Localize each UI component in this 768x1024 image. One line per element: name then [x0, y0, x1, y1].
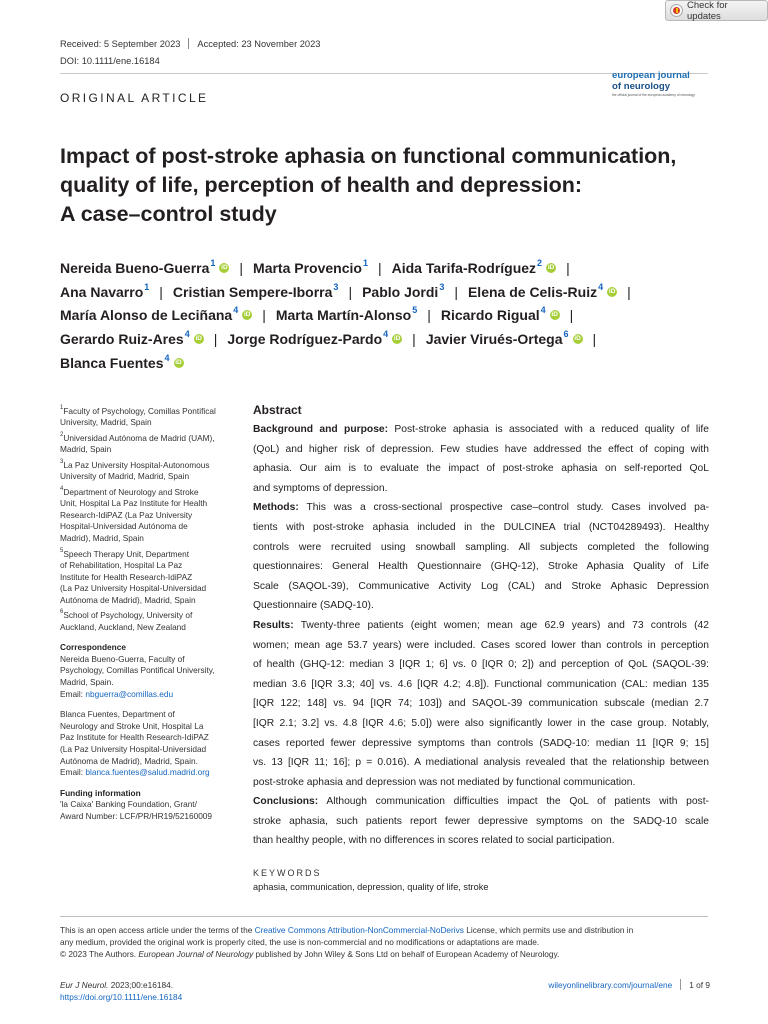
author-name[interactable]: [425, 328, 583, 347]
author-name[interactable]: [60, 307, 252, 323]
affiliation-item: [60, 485, 236, 545]
keywords-list: aphasia, communication, depression, quality of life, stroke: [253, 882, 489, 892]
article-doi: DOI: 10.1111/ene.16184: [60, 56, 160, 66]
author-separator: |: [213, 330, 218, 347]
author-text: Marta Martín-Alonso: [275, 307, 412, 324]
license-line: [60, 924, 710, 936]
correspondence-line: (La Paz University Hospital-Universidad: [60, 744, 207, 755]
journal-logo-line1: european journal: [612, 70, 690, 81]
license-text: License, which permits use and distribution in: [463, 925, 634, 935]
affiliation-sup[interactable]: 4: [598, 281, 604, 292]
correspondence-line: Nereida Bueno-Guerra, Faculty of: [60, 653, 185, 664]
correspondence-line: Paz Institute for Health Research-IdiPAZ: [60, 732, 209, 743]
affiliation-line: Unit, Hospital La Paz Institute for Health: [60, 498, 208, 509]
author-line: [60, 351, 710, 375]
abstract-text: Post-stroke aphasia is associated with a reduced quality of life: [388, 424, 709, 435]
affiliation-text: Universidad Autónoma de Madrid (UAM),: [63, 432, 215, 443]
author-text: Blanca Fuentes: [60, 354, 164, 371]
affiliation-number: 3: [60, 458, 64, 465]
author-name[interactable]: [60, 352, 184, 371]
crossmark-icon: [670, 4, 683, 17]
email-link[interactable]: nbguerra@comillas.edu: [85, 688, 174, 699]
page-number: 1 of 9: [689, 979, 710, 990]
article-type: ORIGINAL ARTICLE: [60, 91, 209, 105]
author-separator: |: [627, 283, 631, 300]
correspondence-email-row: [60, 767, 236, 779]
affiliation-sup[interactable]: 4: [540, 305, 546, 316]
abstract-section-label: Results:: [253, 619, 294, 631]
affiliation-line: (La Paz University Hospital-Universidad: [60, 583, 207, 594]
affiliation-line: [60, 458, 236, 471]
author-name[interactable]: [172, 281, 339, 300]
journal-logo[interactable]: [612, 70, 712, 97]
article-title: [60, 142, 710, 229]
doi-link[interactable]: https://doi.org/10.1111/ene.16184: [60, 992, 183, 1002]
license-notice: [60, 924, 710, 960]
affiliation-text: Faculty of Psychology, Comillas Pontifical: [63, 405, 216, 416]
author-line: [60, 280, 710, 304]
author-text: Pablo Jordi: [362, 283, 439, 300]
orcid-icon[interactable]: iD: [195, 334, 202, 342]
orcid-icon[interactable]: iD: [393, 334, 401, 342]
affiliation-item: [60, 431, 236, 456]
author-separator: |: [427, 307, 431, 324]
creative-commons-link[interactable]: Creative Commons Attribution-NonCommercial-NoDerivs: [254, 925, 464, 935]
affiliation-sup[interactable]: 2: [537, 257, 543, 268]
license-text: © 2023 The Authors.: [60, 949, 139, 959]
license-text: This is an open access article under the terms of the: [60, 925, 255, 935]
journal-logo-line2: of neurology: [612, 81, 671, 92]
affiliation-line: [60, 431, 236, 444]
abstract-line: tients with post-stroke aphasia included in the DULCINEA trial (NCT04289493). Healthy: [253, 521, 709, 533]
affiliation-line: of Rehabilitation, Hospital La Paz: [60, 559, 183, 570]
footer-divider: [680, 979, 681, 990]
author-name[interactable]: [60, 257, 229, 276]
affiliation-sup[interactable]: 3: [439, 281, 445, 292]
author-text: Aida Tarifa-Rodríguez: [391, 259, 537, 276]
title-line: quality of life, perception of health and depression:: [60, 173, 583, 197]
affiliation-line: Madrid, Spain: [60, 444, 112, 455]
license-divider: [60, 916, 708, 917]
author-separator: |: [566, 259, 570, 276]
affiliation-number: 4: [60, 485, 64, 492]
affiliation-line: Research-IdiPAZ (La Paz University: [60, 509, 193, 520]
abstract-line: Scale (SAQOL-39), Communicative Activity Log (CAL) and Stroke Aphasic Depression: [253, 580, 709, 592]
author-name[interactable]: [227, 328, 402, 347]
affiliation-text: School of Psychology, University of: [63, 610, 193, 621]
correspondence-line: Blanca Fuentes, Department of: [60, 709, 175, 720]
abstract-line: cases reported fewer depressive symptoms than controls (SADQ-10: median 11 [IQR 9; 15]: [253, 737, 709, 749]
affiliation-sup[interactable]: 4: [383, 328, 389, 339]
correspondence-heading: Correspondence: [60, 642, 126, 653]
abstract-line: [253, 420, 709, 440]
author-separator: |: [412, 330, 416, 347]
abstract-line: controls were recruited using snowball sampling. All subjects completed the following: [253, 541, 709, 553]
abstract-line: [253, 792, 709, 812]
author-separator: |: [159, 283, 163, 300]
affiliation-number: 1: [60, 405, 64, 411]
abstract-line: median 3.6 [IQR 3.3; 40] vs. 4.6 [IQR 4.2; 4.8]). Functional communication (CAL: median 135: [253, 678, 709, 690]
affiliation-line: University, Madrid, Spain: [60, 417, 152, 428]
affiliation-text: Department of Neurology and Stroke: [63, 486, 199, 497]
abstract: [253, 403, 709, 851]
affiliation-sup[interactable]: 4: [233, 305, 239, 316]
correspondence-line: Autónoma de Madrid), Madrid, Spain.: [60, 755, 198, 766]
affiliation-line: Institute for Health Research-IdiPAZ: [60, 571, 193, 582]
orcid-icon[interactable]: iD: [243, 311, 251, 319]
correspondence-section: [60, 642, 236, 700]
abstract-conclusions: [253, 792, 709, 851]
funding-section: [60, 788, 236, 823]
affiliation-line: [60, 608, 236, 621]
author-text: María Alonso de Leciñana: [60, 307, 233, 324]
affiliation-line: Madrid), Madrid, Spain: [60, 533, 144, 543]
abstract-section-label: Methods:: [253, 502, 299, 514]
check-for-updates-label: Check for updates: [687, 0, 728, 22]
author-text: Elena de Celis-Ruiz: [467, 283, 598, 300]
article-dates: [60, 38, 320, 49]
affiliation-sup[interactable]: 6: [563, 328, 569, 339]
abstract-line: (QoL) and higher risk of depression. Few studies have addressed the effect of coping with: [253, 443, 709, 455]
affiliation-line: Auckland, Auckland, New Zealand: [60, 621, 186, 632]
abstract-text: This was a cross-sectional prospective case–control study. Cases involved pa-: [298, 502, 709, 514]
abstract-line: [253, 616, 709, 636]
affiliation-sup[interactable]: 5: [412, 305, 418, 316]
author-line: [60, 327, 710, 351]
author-text: Marta Provencio: [253, 259, 362, 276]
citation-details: 2023;00:e16184.: [108, 980, 174, 990]
correspondence-line: Psychology, Comillas Pontifical University,: [60, 665, 215, 676]
check-for-updates-button[interactable]: [665, 0, 768, 21]
correspondence-line: Neurology and Stroke Unit, Hospital La: [60, 720, 204, 731]
affiliation-sup[interactable]: 4: [164, 352, 170, 363]
correspondence-email-row: [60, 689, 236, 701]
affiliation-line: Autónoma de Madrid), Madrid, Spain: [60, 594, 196, 605]
abstract-section-label: Background and purpose:: [253, 424, 389, 435]
accepted-date: Accepted: 23 November 2023: [197, 38, 321, 49]
orcid-icon[interactable]: iD: [608, 287, 616, 295]
author-name[interactable]: [253, 257, 368, 276]
abstract-background: [253, 420, 709, 498]
correspondence-section-2: [60, 709, 236, 779]
affiliation-number: 6: [60, 609, 64, 616]
author-separator: |: [569, 307, 574, 324]
author-separator: |: [348, 283, 353, 300]
author-text: Javier Virués-Ortega: [425, 330, 563, 347]
affiliation-line: [60, 547, 236, 560]
abstract-text: Twenty-three patients (eight women; mean age 62.9 years) and 73 controls (42: [293, 619, 709, 631]
abstract-line: aphasia. Our aim is to evaluate the impact of post-stroke aphasia on self-reported QoL: [253, 463, 709, 475]
orcid-icon[interactable]: iD: [175, 358, 182, 366]
affiliation-item: [60, 547, 236, 607]
affiliation-sup[interactable]: 1: [362, 257, 368, 268]
abstract-section-label: Conclusions:: [253, 796, 319, 808]
license-text: published by John Wiley & Sons Ltd on behalf of European Academy of Neurology.: [253, 949, 560, 959]
author-name[interactable]: [60, 281, 150, 300]
orcid-icon[interactable]: iD: [551, 311, 558, 319]
author-name[interactable]: [391, 257, 556, 276]
received-date: Received: 5 September 2023: [60, 38, 181, 49]
author-name[interactable]: [60, 328, 204, 347]
abstract-line: [253, 498, 709, 518]
email-label: Email:: [60, 688, 84, 699]
affiliation-number: 2: [60, 431, 64, 438]
affiliation-item: [60, 458, 236, 483]
author-text: Gerardo Ruiz-Ares: [60, 330, 184, 347]
abstract-line: questionnaires: General Health Questionnaire (GHQ-12), Stroke Aphasia Quality of Life: [253, 561, 709, 573]
author-separator: |: [454, 283, 458, 300]
affiliation-item: [60, 608, 236, 633]
author-text: Nereida Bueno-Guerra: [60, 259, 210, 276]
abstract-line: of health (GHQ-12: median 3 [IQR 1; 6] vs. 0 [IQR 0; 2]) and perception of QoL (SAQOL-39:: [253, 659, 709, 671]
author-separator: |: [239, 259, 244, 276]
abstract-line: women; mean age 53.7 years) were included. Cases scored lower than controls in perception: [253, 639, 709, 651]
orcid-icon[interactable]: iD: [574, 334, 581, 342]
author-separator: |: [262, 307, 266, 324]
author-name[interactable]: [441, 307, 560, 323]
abstract-line: than healthy people, with no differences in scores related to social participation.: [253, 835, 615, 847]
affiliation-text: La Paz University Hospital-Autonomous: [63, 459, 210, 470]
affiliation-line: [60, 404, 236, 417]
license-line: any medium, provided the original work is properly cited, the use is non-commercial and no modifications or adaptations are made.: [60, 937, 540, 947]
author-line: [60, 303, 710, 327]
email-label: Email:: [60, 767, 84, 778]
affiliation-item: [60, 404, 236, 429]
author-text: Cristian Sempere-Iborra: [172, 283, 333, 300]
correspondence-line: Madrid, Spain.: [60, 677, 114, 688]
abstract-line: [IQR 2.1; 3.2] vs. 4.8 [IQR 4.6; 5.0]) were also significantly lower in the case group. Notably,: [253, 717, 709, 729]
abstract-methods: [253, 498, 709, 616]
author-name[interactable]: [276, 307, 417, 323]
funding-line: 'la Caixa' Banking Foundation, Grant/: [60, 799, 197, 810]
funding-heading: Funding information: [60, 787, 141, 798]
keywords-heading: KEYWORDS: [253, 868, 322, 878]
footer-right: [548, 979, 710, 990]
author-list: [60, 256, 710, 374]
abstract-results: [253, 616, 709, 792]
title-line: Impact of post-stroke aphasia on functional communication,: [60, 144, 677, 168]
affiliation-list: [60, 404, 236, 633]
author-text: Ricardo Rigual: [440, 307, 540, 324]
license-line: [60, 948, 710, 960]
abstract-line: [IQR 122; 148] vs. 94 [IQR 74; 103]) and SAQOL-39 communication subscale (median 2.7: [253, 698, 709, 710]
abstract-line: stroke aphasia, such patients report fewer depressive symptoms on the SADQ-10 scale: [253, 815, 709, 827]
affiliation-line: University of Madrid, Madrid, Spain: [60, 471, 190, 482]
abstract-line: vs. 13 [IQR 11; 16]; p = 0.016). A mediational analysis revealed that the relationship between: [253, 757, 709, 769]
affiliation-sup[interactable]: 1: [144, 281, 150, 292]
header-divider: [60, 73, 708, 74]
abstract-line: and symptoms of depression.: [253, 482, 388, 494]
author-separator: |: [592, 330, 597, 347]
email-link[interactable]: blanca.fuentes@salud.madrid.org: [85, 767, 210, 778]
affiliation-number: 5: [60, 547, 64, 554]
author-line: [60, 256, 710, 280]
abstract-line: Questionnaire (SADQ-10).: [253, 600, 374, 612]
citation-journal: Eur J Neurol.: [60, 980, 109, 990]
author-text: Ana Navarro: [60, 283, 144, 300]
abstract-line: post-stroke aphasia and depression was not mediated by functional communication.: [253, 776, 636, 788]
orcid-icon[interactable]: iD: [547, 263, 555, 271]
affiliations-column: [60, 404, 236, 823]
funding-line: Award Number: LCF/PR/HR19/52160009: [60, 811, 213, 821]
journal-site-link[interactable]: wileyonlinelibrary.com/journal/ene: [548, 979, 673, 990]
orcid-icon[interactable]: iD: [221, 263, 228, 271]
affiliation-sup[interactable]: 4: [184, 328, 190, 339]
journal-logo-subtitle: the official journal of the european academy of neurology: [612, 93, 695, 97]
author-name[interactable]: [467, 281, 617, 300]
abstract-text: Although communication difficulties impact the QoL of patients with post-: [318, 796, 709, 808]
abstract-heading: Abstract: [253, 403, 302, 417]
author-text: Jorge Rodríguez-Pardo: [227, 330, 383, 347]
title-line: A case–control study: [60, 202, 277, 226]
author-separator: |: [377, 259, 382, 276]
affiliation-line: Hospital-Universidad Autónoma de: [60, 521, 188, 532]
author-name[interactable]: [362, 281, 445, 300]
affiliation-line: [60, 485, 236, 498]
affiliation-sup[interactable]: 1: [210, 257, 216, 268]
affiliation-sup[interactable]: 3: [333, 281, 339, 292]
date-divider: [188, 38, 189, 49]
affiliation-text: Speech Therapy Unit, Department: [63, 548, 190, 559]
journal-name: European Journal of Neurology: [138, 949, 254, 959]
